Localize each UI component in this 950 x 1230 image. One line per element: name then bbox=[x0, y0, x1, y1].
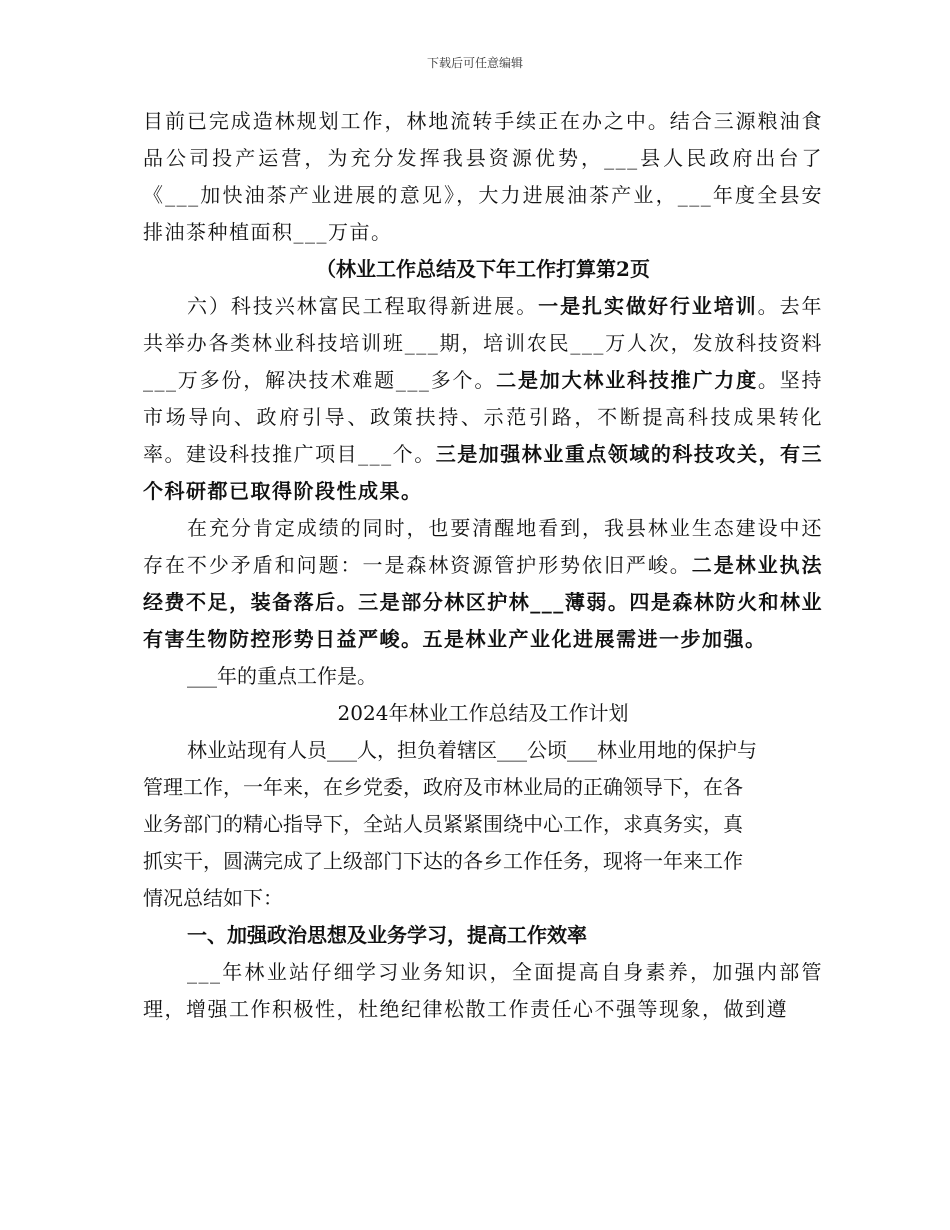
intro-line: 林业站现有人员___人，担负着辖区___公顷___林业用地的保护与 bbox=[187, 738, 757, 762]
paragraph-key-work: ___年的重点工作是。 bbox=[187, 664, 377, 688]
bold-point-2: 二是加大林业科技推广力度 bbox=[496, 368, 758, 392]
bold-point-3: 三是加强林业重点领域的科技攻关，有三个科研都已取得阶段性成果。 bbox=[143, 442, 824, 503]
section-heading-1: 一、加强政治思想及业务学习，提高工作效率 bbox=[187, 923, 587, 947]
document-title: 2024年林业工作总结及工作计划 bbox=[337, 701, 629, 725]
intro-line: 业务部门的精心指导下，全站人员紧紧围绕中心工作，求真务实，真 bbox=[143, 812, 743, 836]
text-run: 。去年共举办各类林业科技培训班___期，培训农民___万人次，发放科技资料___万多份，解决技术难题___多个。 bbox=[143, 294, 824, 392]
intro-line: 情况总结如下： bbox=[143, 886, 283, 910]
paragraph-problems bbox=[143, 510, 823, 658]
text-run: 在充分肯定成绩的同时，也要清醒地看到，我县林业生态建设中还存在不少矛盾和问题：一是森林资源管护形势依旧严峻。 bbox=[143, 516, 823, 577]
intro-line: 抓实干，圆满完成了上级部门下达的各乡工作任务，现将一年来工作 bbox=[143, 849, 743, 873]
bold-point-1: 一是扎实做好行业培训 bbox=[538, 294, 758, 318]
text-run: 六）科技兴林富民工程取得新进展。 bbox=[187, 294, 539, 318]
paragraph-plantation-planning: 目前已完成造林规划工作，林地流转手续正在办之中。结合三源粮油食品公司投产运营，为充分发挥我县资源优势，___县人民政府出台了《___加快油茶产业进展的意见》，大力进展油茶产业，___年度全县安排油茶种植面积___万亩。 bbox=[143, 109, 823, 244]
intro-line: 管理工作，一年来，在乡党委，政府及市林业局的正确领导下，在各 bbox=[143, 775, 743, 799]
paragraph-station-intro bbox=[143, 732, 823, 917]
page-header-note: 下载后可任意编辑 bbox=[426, 56, 523, 70]
paragraph-tech-forestry bbox=[143, 288, 823, 510]
text-run: 。坚持市场导向、政府引导、政策扶持、示范引路，不断提高科技成果转化率。建设科技推广项目___个。 bbox=[143, 368, 824, 466]
paragraph-study: ___年林业站仔细学习业务知识，全面提高自身素养，加强内部管理，增强工作积极性，杜绝纪律松散工作责任心不强等现象，做到遵 bbox=[143, 960, 823, 1021]
bold-problems: 二是林业执法经费不足，装备落后。三是部分林区护林___薄弱。四是森林防火和林业有害生物防控形势日益严峻。五是林业产业化进展需进一步加强。 bbox=[143, 553, 823, 651]
page-break-title: （林业工作总结及下年工作打算第2页 bbox=[316, 257, 650, 281]
document-body bbox=[143, 103, 823, 1028]
